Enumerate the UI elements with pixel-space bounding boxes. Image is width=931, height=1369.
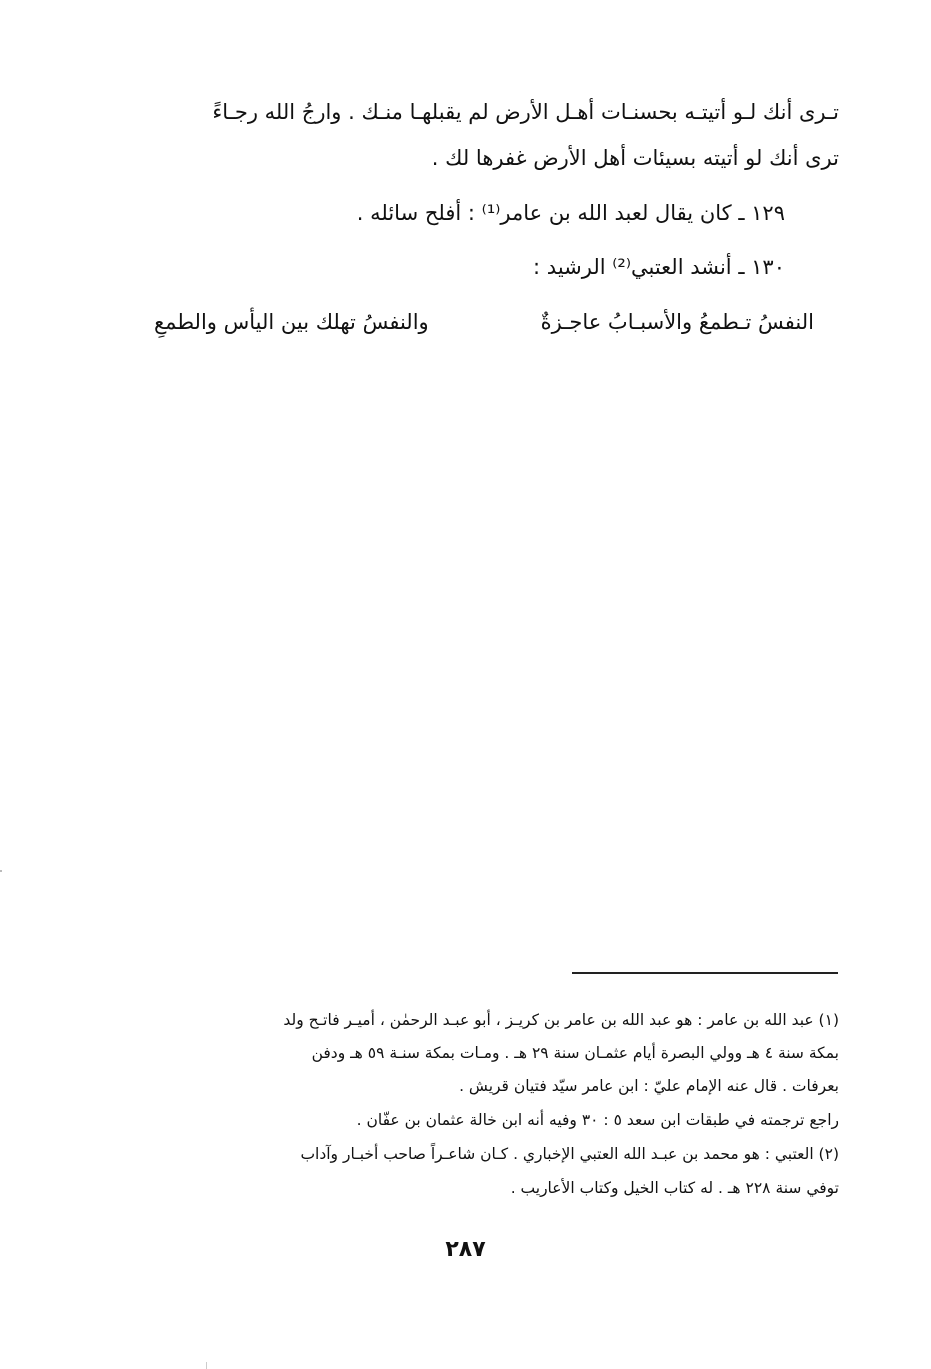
footnote-separator (572, 972, 838, 974)
footnote-2-line-1: (٢) العتبي : هو محمد بن عبـد الله العتبي الإخباري . كـان شاعـراً صاحب أخبـار وآداب (300, 1145, 839, 1163)
poem-verse (154, 305, 814, 345)
item-130: ١٣٠ ـ أنشد العتبي⁽²⁾ الرشيد : (533, 255, 785, 279)
page-number: ٢٨٧ (445, 1237, 486, 1262)
item-129: ١٢٩ ـ كان يقال لعبد الله بن عامر⁽¹⁾ : أفلح سائله . (356, 201, 785, 225)
body-line-1: تـرى أنك لـو أتيتـه بحسنـات أهـل الأرض لم يقبلهـا منـك . وارجُ الله رجـاءً (212, 100, 839, 124)
scan-speck-bottom (206, 1362, 207, 1369)
footnote-1-line-1: (١) عبد الله بن عامر : هو عبد الله بن عامر بن كريـز ، أبو عبـد الرحمٰن ، أميـر فاتـح ولد (283, 1011, 839, 1029)
body-line-2: ترى أنك لو أتيته بسيئات أهل الأرض غفرها لك . (431, 146, 839, 170)
verse-second-hemistich: والنفسُ تهلك بين اليأس والطمعِ (154, 310, 429, 334)
scan-speck (0, 870, 2, 872)
footnote-1-line-2: بمكة سنة ٤ هـ وولي البصرة أيام عثمـان سنة ٢٩ هـ . ومـات بمكة سنـة ٥٩ هـ ودفن (311, 1044, 839, 1062)
verse-first-hemistich: النفسُ تـطمعُ والأسبـابُ عاجـزةٌ (540, 310, 814, 334)
footnote-2-line-2: توفي سنة ٢٢٨ هـ . له كتاب الخيل وكتاب الأعاريب . (510, 1179, 839, 1197)
footnote-1-line-3: بعرفات . قال عنه الإمام عليّ : ابن عامر سيّد فتيان قريش . (459, 1077, 839, 1095)
footnote-1-line-4: راجع ترجمته في طبقات ابن سعد ٥ : ٣٠ وفيه أنه ابن خالة عثمان بن عفّان . (356, 1111, 839, 1129)
